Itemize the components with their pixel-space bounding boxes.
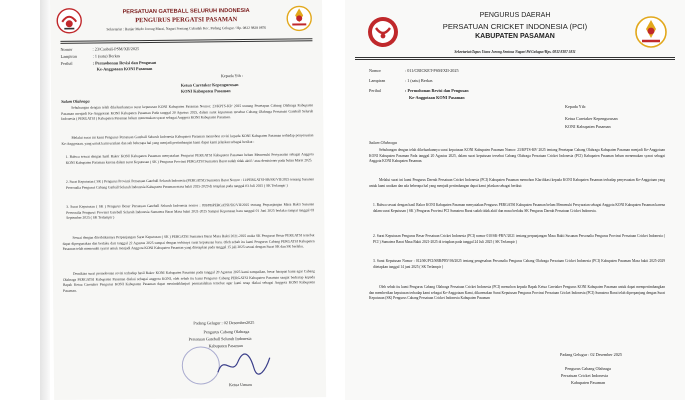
sign-org-line-2: Persatuan Gateball Seluruh Indonesia <box>188 335 252 342</box>
letterhead-title: PENGURUS PERGATSI PASAMAN <box>135 16 238 25</box>
letterhead-title: PERSATUAN CRICKET INDONESIA (PCI) <box>442 22 588 31</box>
perihal-value: : Permohonan Revisi dan Pengusan <box>405 88 469 93</box>
salutation: Salam Olahraga <box>369 140 397 145</box>
list-item-2: 2. Surat Keputusan Pengurus Besar Persatuan Cricket Indonesia (PCI) nomor 010/SK-PB/V/2021 tentang perpanjangan Masa Bakti Susunan Personalia Pengurus Provinsi Persatuan Cricket Indonesia ( PCI ) Sumatera Barat Masa Bakti 2021-2025 di tetapkan pada tanggal 24 Juli 2025 ( SK Terlampir ) <box>373 234 665 244</box>
perihal-value: : Permohonan Revisi dan Pengusan <box>92 59 157 66</box>
recipient-line-1: Ketua Caretaker Kepengurusan <box>180 82 239 88</box>
sign-org-line-3: Kabupaten Pasaman <box>208 343 243 349</box>
perihal-label: Perihal <box>369 88 381 93</box>
letterhead-subtitle: KABUPATEN PASAMAN <box>475 33 555 40</box>
kepada: Kepada Yth : <box>220 72 243 79</box>
nomor-value: : 011/CRICKET-PSM/XII-2025 <box>405 68 459 73</box>
paragraph-1: Sehubungan dengan telah dikeluarkannya surat keputusan KONI Kabupaten Pasaman Nomor: 23/KPTS-KP/ 2025 tentang Penetapan Cabang Olahraga Kabupaten Pasaman menjadi Ke-Anggotaan KONI Kabupaten Pasaman Pada tanggal 20 Agustus 2025, dalam surat keputusan tersebut Cabang Olahraga Persatuan Cricket Indonesia (PCI) Kabupaten Pasaman belum menemukan syarat sebagai Anggota KONI Kabupaten Pasaman. <box>369 148 665 164</box>
list-item-3: 3. Surat Keputusan Nomor : 012/SK/PCI/SBR/PRV/06/2025 tentang pengesahan Personalia Pengurus Cabang Olahraga Persatuan Cricket Indonesia (PCI) Kabupaten Pasaman Masa bakti 2025-2029 ditetapkan tanggal 14 juni 2025 ( SK Terlampir ) <box>373 259 665 269</box>
signer-role: Ketua Umum <box>229 381 252 388</box>
salutation: Salam Olahraga <box>61 98 90 104</box>
letterhead-org: PENGURUS DAERAH <box>479 12 551 19</box>
paragraph-3: Oleh sebab itu kami Pengurus Cabang Olahraga Persatuan Cricket Indonesia (PCI) memohon kepada Bapak Ketua Caretaker Pengurus KONI Kabupaten Pasaman untuk dapat mempertimbangkan dan memberikan keputusan terhadap kami sebagai Ke-Anggotaan Kami, dikarenakan Surat Keputusan Pengurus Provinsi Persatuan Cricket Indonesia (PCI) Sumatera Barat telah diperpanjang dengan Surat Keputusan (SK) Pengurus Cabang Persatuan Cricket Indonesia Kabupaten Pasaman <box>369 285 665 301</box>
pci-logo-icon <box>367 16 399 48</box>
nomor-label: Nomor <box>369 68 381 73</box>
perihal-value-2: Ke-Anggotaan KONI Pasaman <box>96 65 153 72</box>
letterhead-rule-thin <box>355 59 675 60</box>
sign-org-line-2: Persatuan Cricket Indonesia <box>561 373 608 378</box>
lampiran-label: Lampiran <box>60 53 77 59</box>
koni-logo-icon <box>635 16 667 48</box>
sign-org-line-1: Pengurus Cabang Olahraga <box>565 366 611 371</box>
place-date: Padang Gelugur : 02 Desember2025 <box>193 319 255 326</box>
recipient-line-2: KONI Kabupaten Pasaman <box>565 124 611 129</box>
paragraph-4: Demikian surat permohonan revisi terhadap hasil Rakor KONI Kabupaten Pasaman pada tanggal 20 Agustus 2025 kami sampaikan, besar harapan kami agar Cabang Olahraga PERGATSI Kabupaten Pasaman diakui sebagai anggota KONI, oleh sebab itu kami Pengurus Cabang PERGATSI Kabupaten Pasaman sangat berharap kepada Bapak Ketua Caretaker Pengurus KONI Kabupaten Pasaman dapat menindaklanjuti permasalahan tersebut agar kami tetap diakui sebagai Anggota KONI Kabupaten Pasaman. <box>62 269 315 293</box>
paragraph-2: Melalui surat ini kami Pengurus Daerah Persatuan Cricket Indonesia (PCI) Kabupaten Pasaman memohon Klarifikasi kepada KONI Kabupaten Pasaman terhadap penyesuaian Ke-Anggotaan yang untuk kami uraikan dan ada beberapa hal yang menjadi pertimbangan dapat kami jelaskan sebagai berikut: <box>369 178 665 188</box>
pergatsi-letter <box>50 0 326 400</box>
recipient-line-2: KONI Kabupaten Pasaman <box>180 88 231 94</box>
lampiran-value: : 1 (satu) Berkas <box>405 78 433 83</box>
kepada: Kepada Yth: <box>565 104 587 109</box>
list-item-2: 2. Surat Keputusan ( SK ) Pengurus Provinsi Persatuan Gateball Seluruh Indonesia (PERGATSI) Sumatera Barat Nomor : 11/PERGATSI-SB/SK/VII/2025 tentang Susunan Personalia Pengurus Cabang Gatball Seluruh Indonesia Kabupaten Pasaman masa bakti 2025-2029 di tetapkan pada tanggal 03 Juli 2025 ( SK Terlampir ) <box>65 177 314 190</box>
letterhead-rule <box>355 57 675 58</box>
perihal-value-2: Ke-Anggotaan KONI Pasaman <box>409 95 465 100</box>
place-date: Padang Gelugur : 02 Desember 2025 <box>560 352 622 357</box>
lampiran-value: : 1 (satu) Berkas <box>92 53 121 59</box>
sign-org-line-3: Kabupaten Pasaman <box>571 380 606 385</box>
list-item-3: 3. Surat Keputusan ( SK ) Pengurus Besar Persatuan Gateball Seluruh Indonesia nomor : 059/PBPERGATSI/SK/VII/2025 tentang Perpanjangan Masa Bakti Susunan Personalia Pengurus Provinsi Gateball Seluruh Indonesia Sumatera Barat Masa bakti 2021-2025 Sampai Keputusan baru tanggal 01 Juni 2025 berlaku sampai tanggal 03 September 2025 ( SK Terlampir ) <box>66 202 315 221</box>
lampiran-label: Lampiran <box>369 78 386 83</box>
list-item-1: 1. Bahwa sesuai dengan hasil Rakor KONI Kabupaten Pasaman menyatakan Pengurus PERGATSI Kabupaten Pasaman belum Memenuhi Persyaratan sebagai Anggota KONI Kabupaten Pasaman karena dalam surat Keputusan ( SK ) Pengurus Provinsi PCI Sumatera Barat sudah tidak aktif dan masa berlaku SK Pengurus Daerah Persatuan Cricket Indonesia. <box>373 203 665 213</box>
letterhead-org: PERSATUAN GATEBALL SELURUH INDONESIA <box>122 7 250 16</box>
recipient-line-1: Ketua Caretaker Kepengurusan <box>565 116 618 121</box>
signature <box>214 350 274 381</box>
paragraph-3: Sesuai dengan diterbitkannya Perpanjangan Surat Keputusan ( SK ) PERGATSI Sumatera Barat Masa Bakti 2021-2025 maka SK Pengurus Besar PERGATSI tersebut dapat dipergunakan dan berlaku dari tanggal 22 Agustus 2025 sampai dengan terbitnya surat keputusan baru. Oleh sebab itu kami Pengurus Cabang PERGATSI Kabupaten Pasaman telah memenuhi syarat untuk menjadi Anggota KONI Kabupaten Pasaman yang ditetapkan pada tanggal 15 juli 2025 sesuai dengan Surat SK dan SK berlaku. <box>62 233 315 252</box>
letterhead-address: Sekretariat : Banjar Mudo Jorong Marai, Nagari Sontang Cubadak Kec. Padang Gelugur / Hp. 0822 9828 0876 <box>106 25 267 32</box>
nomor-value: : 23/Caabali-PSM/XII/2025 <box>92 46 140 52</box>
paragraph-2: Melalui surat ini kami Pengurus Persatuan Gateball Seluruh Indonesia Kabupaten Pasaman memohon revisi kepada KONI Kabupaten Pasaman terhadap penyesuaian Ke-Anggotaan, yang untuk kami uraikan dan sah beberapa hal yang menjadi pertimbangan kami dapat kami jelaskan sebagai berikut : <box>61 133 314 146</box>
pci-letter <box>345 0 685 400</box>
paper-shadow <box>40 0 50 400</box>
letterhead-address: Sekretariat:Tapus Utara Jorong Sentosa Nagari Pd Gelugur/Hps. 0832 8387 5811 <box>454 50 576 54</box>
list-item-1: 1. Bahwa sesuai dengan hasil Rakor KONI Kabupaten Pasaman menyatakan Pengurus PERGATSI Kabupaten Pasaman belum Memenuhi Persyaratan sebagai Anggota KONI Kabupaten Pasaman karena dalam surat Keputusan ( SK ) Pengurus Provinsi PERGATSI Sumatera Barat sudah tidak aktif / atau demisioner pada bulan Maret 2025. <box>65 152 314 165</box>
paragraph-1: Sehubungan dengan telah dikeluarkannya surat keputusan KONI Kabupaten Pasaman Nomor: 23/KPTS-KP/ 2025 tentang Penetapan Cabang Olahraga Kabupaten Pasaman menjadi Ke-Anggotaan KONI Kabupaten Pasaman Pada tanggal 20 Agustus 2025, dalam surat keputusan tersebut Cabang Olahraga Persatuan Gateball Seluruh Indonesia ( PERGATSI ) Kabupaten Pasaman belum menemukan syarat sebagai Anggota KONI Kabupaten Pasaman. <box>61 103 314 122</box>
sign-org-line-1: Pengurus Cabang Olahraga <box>203 328 250 335</box>
nomor-label: Nomor <box>60 46 73 52</box>
perihal-label: Perihal <box>60 60 73 66</box>
